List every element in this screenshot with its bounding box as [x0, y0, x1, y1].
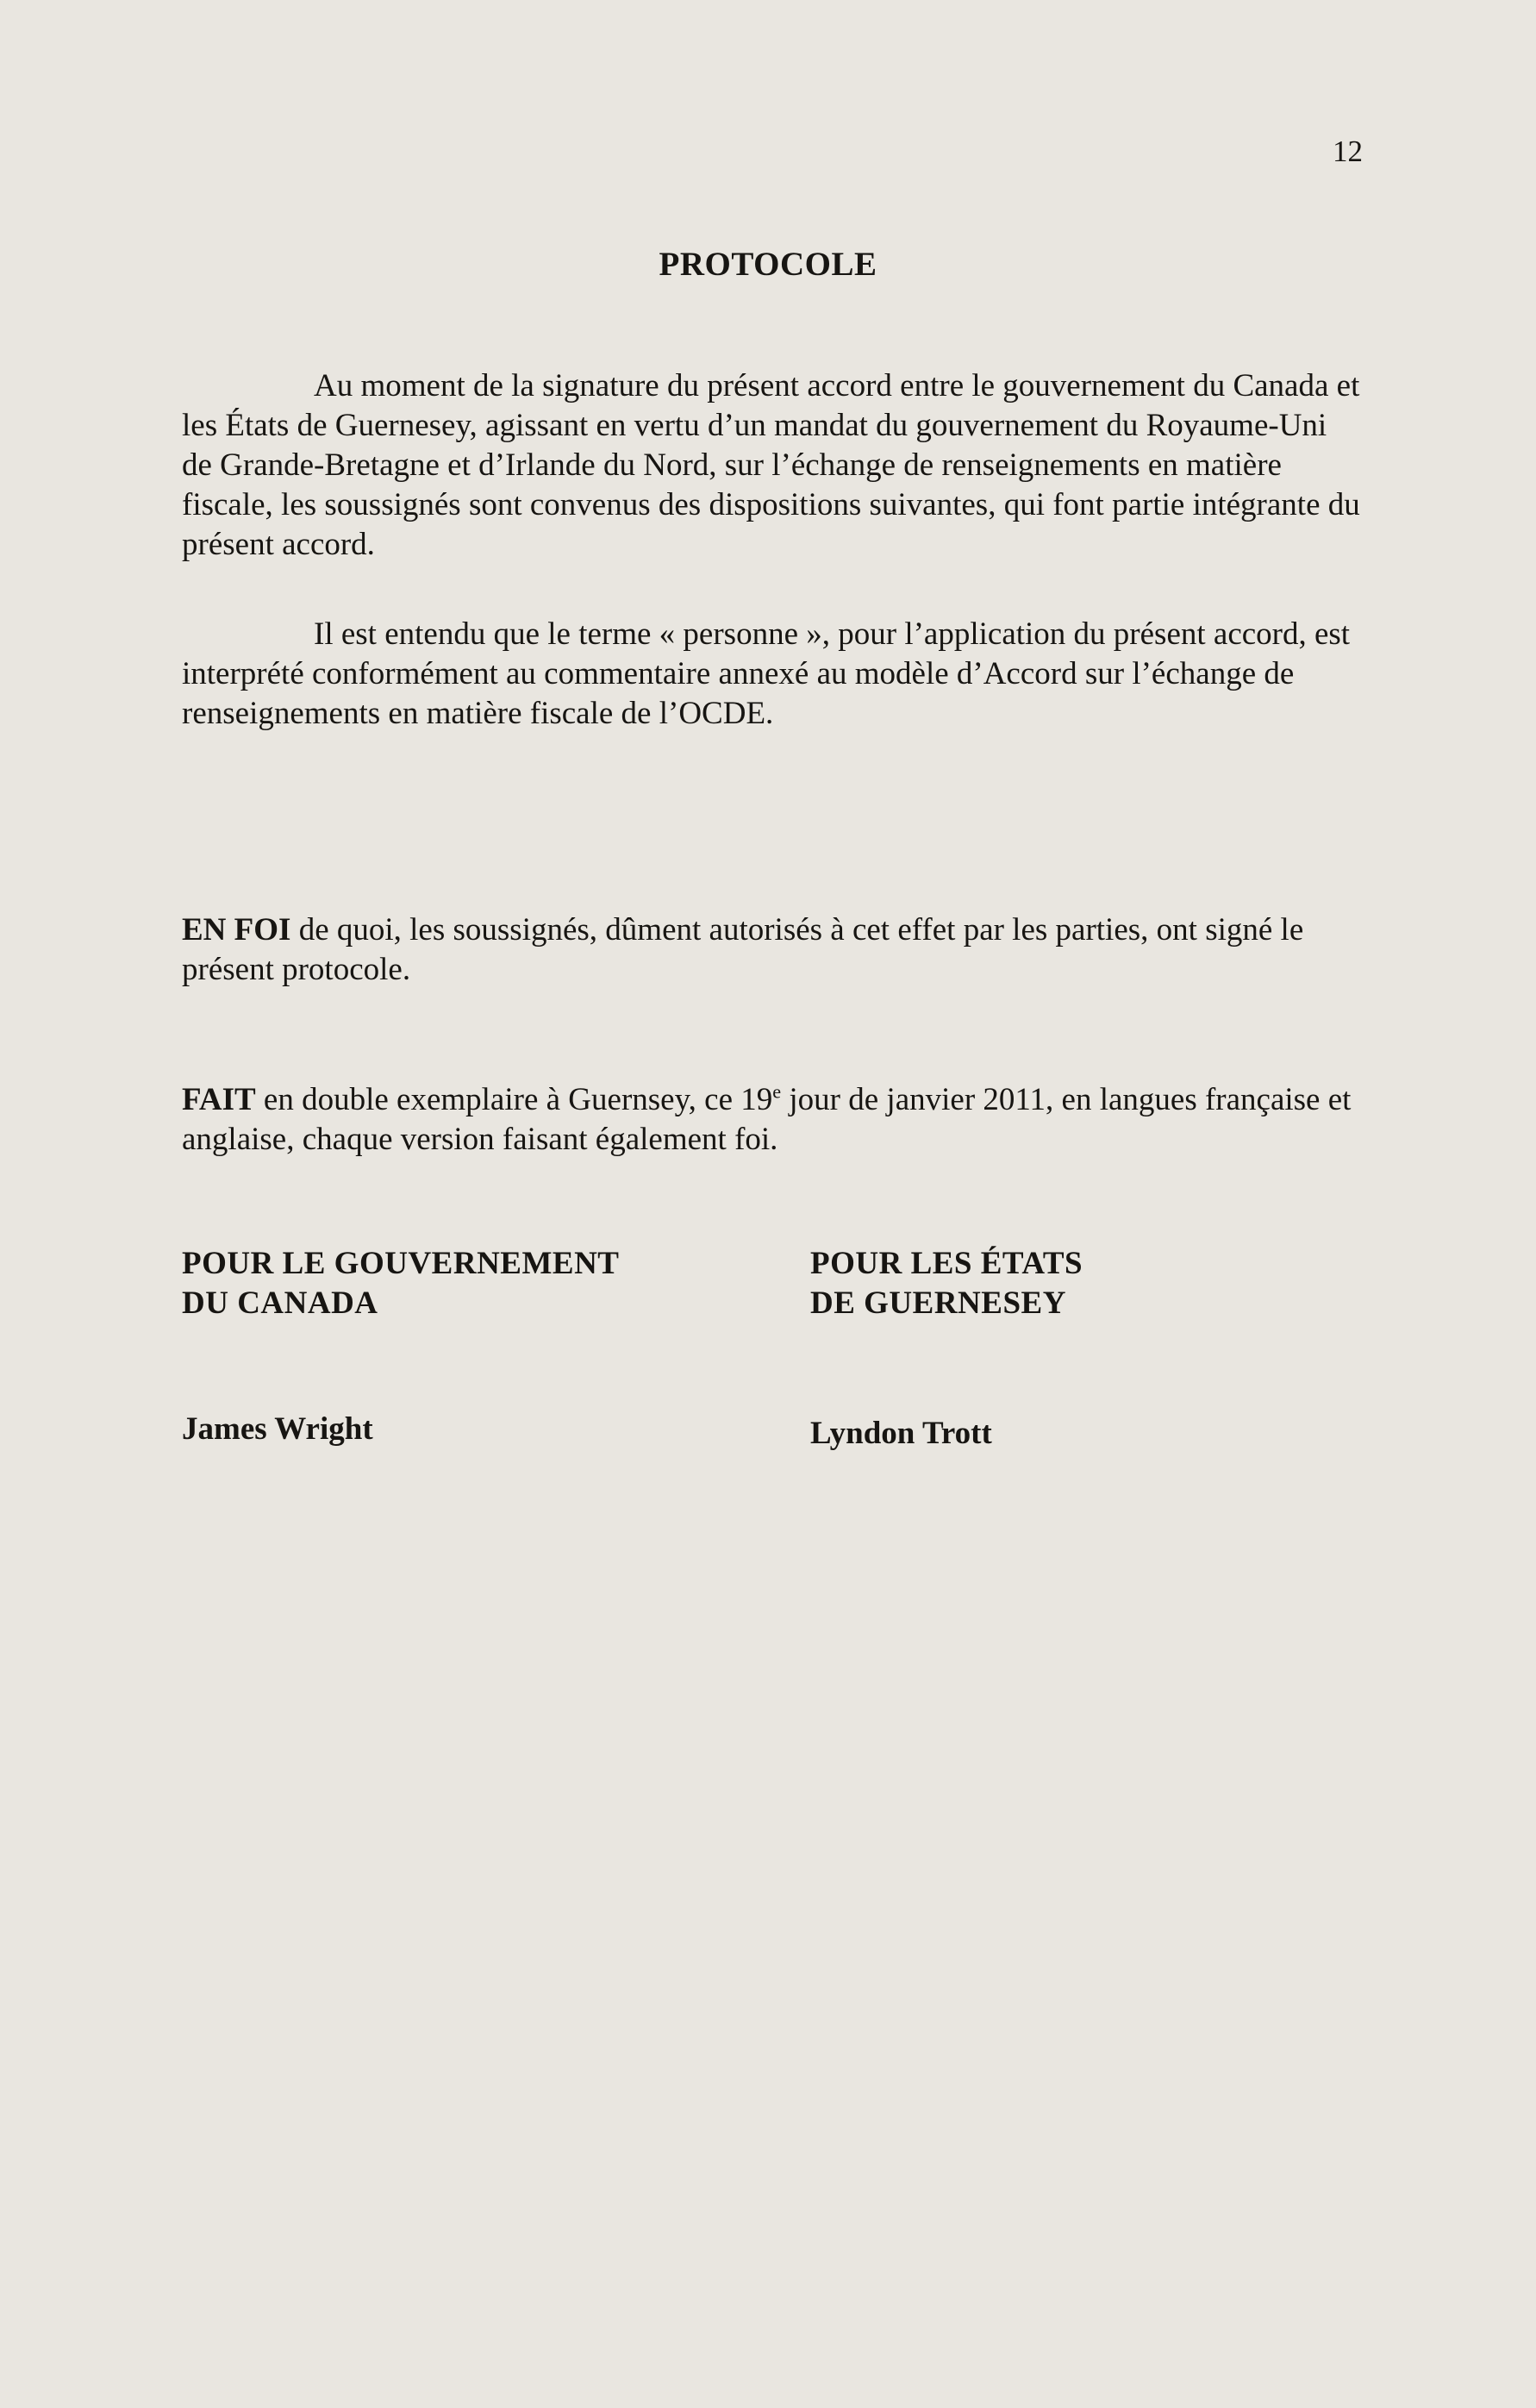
signature-heading-line1: POUR LES ÉTATS [810, 1246, 1083, 1281]
signer-name-canada: James Wright [182, 1411, 373, 1447]
document-title: PROTOCOLE [659, 246, 877, 283]
signature-heading-line2: DE GUERNESEY [810, 1285, 1066, 1321]
signature-block-guernsey [810, 1244, 1083, 1323]
day-superscript: e [772, 1080, 782, 1103]
witness-text: de quoi, les soussignés, dûment autorisés à cet effet par les parties, ont signé le présent protocole. [182, 912, 1304, 987]
signer-name-guernsey: Lyndon Trott [810, 1416, 992, 1451]
paragraph-text: Il est entendu que le terme « personne », pour l’application du présent accord, est interprété conformément au commentaire annexé au modèle d’Accord sur l’échange de renseignements en matière fiscale de l’OCDE. [182, 616, 1351, 731]
done-text-before: en double exemplaire à Guernsey, ce 19 [255, 1082, 773, 1117]
signature-block-canada [182, 1244, 619, 1323]
paragraph-signature-context [182, 366, 1363, 565]
signature-heading-line2: DU CANADA [182, 1285, 378, 1321]
signature-heading-line1: POUR LE GOUVERNEMENT [182, 1246, 620, 1281]
done-text-after: jour de janvier 2011, en langues française et anglaise, chaque version faisant également foi. [182, 1082, 1352, 1157]
paragraph-witness [182, 910, 1363, 990]
witness-lead: EN FOI [182, 912, 291, 948]
done-lead: FAIT [182, 1082, 256, 1117]
paragraph-text: Au moment de la signature du présent accord entre le gouvernement du Canada et les États de Guernesey, agissant en vertu d’un mandat du gouvernement du Royaume-Uni de Grande-Bretagne et d’Irlande du Nord, sur l’échange de renseignements en matière fiscale, les soussignés sont convenus des dispositions suivantes, qui font partie intégrante du présent accord. [182, 368, 1360, 562]
page-number: 12 [1333, 134, 1363, 168]
paragraph-person-definition [182, 615, 1363, 734]
paragraph-done-at [182, 1080, 1363, 1160]
